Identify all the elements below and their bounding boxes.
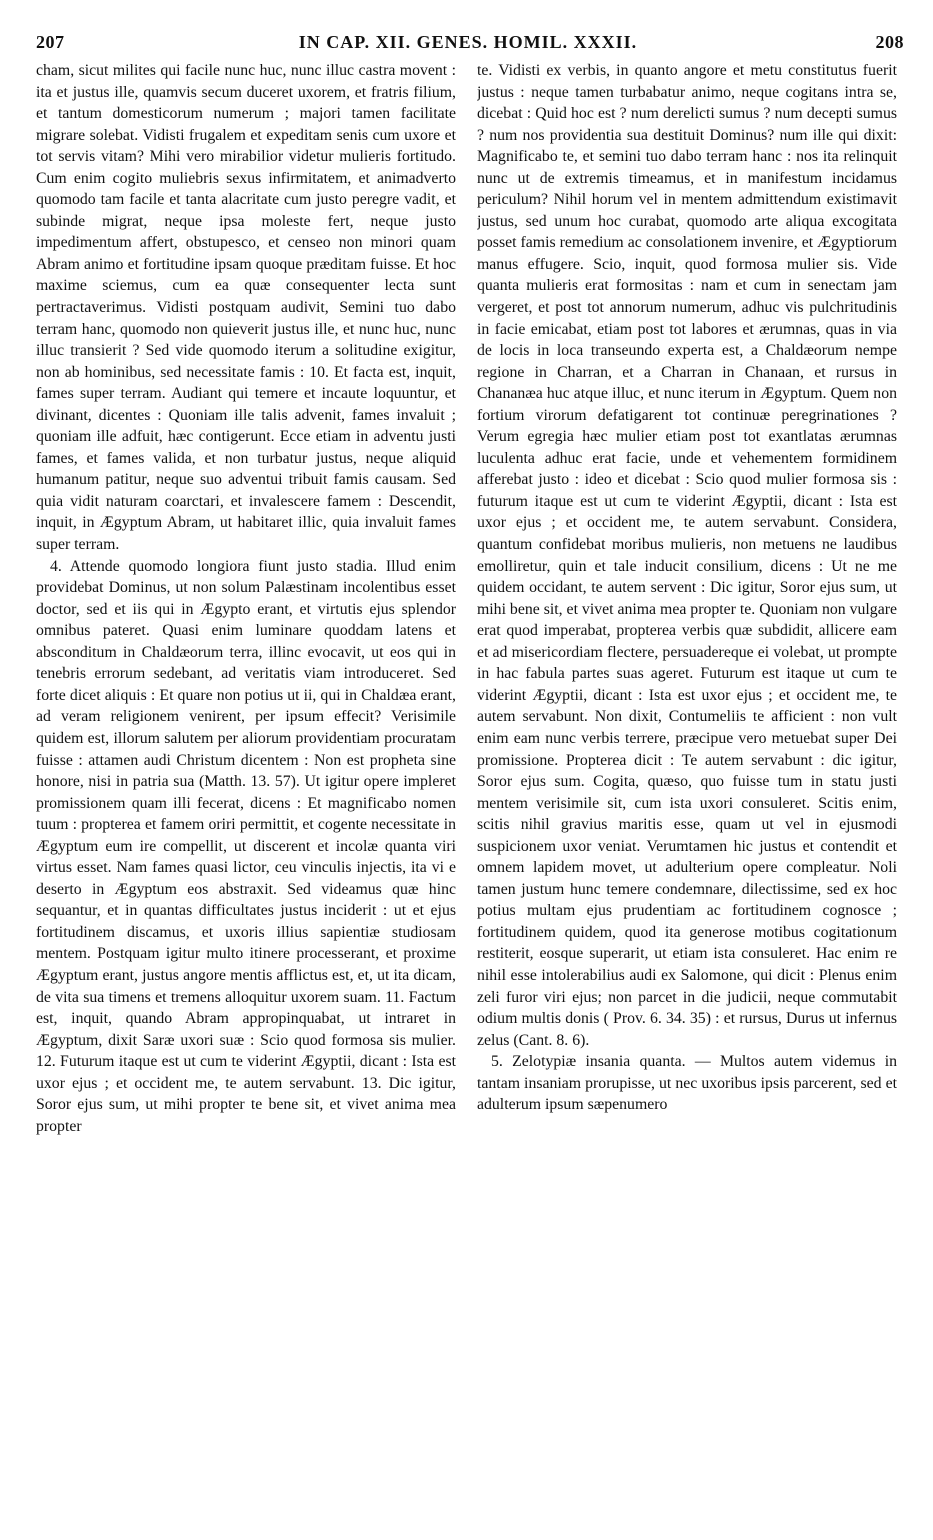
left-column [36,60,456,1525]
page-number-left: 207 [36,32,65,52]
running-header [28,30,908,56]
right-column [477,60,897,1525]
running-title: IN CAP. XII. GENES. HOMIL. XXXII. [298,32,638,52]
right-paragraph-2: 5. Zelotypiæ insania quanta. — Multos autem videmus in tantam insaniam prorupisse, ut nec uxoribus ipsis parcerent, sed et adulterum ipsum sæpenumero [477,1053,897,1114]
left-paragraph-2: 4. Attende quomodo longiora fiunt justo stadia. Illud enim providebat Dominus, ut non solum Palæstinam incolentibus esset doctor, sed et iis qui in Ægypto erant, et virtutis ejus splendor omnibus pateret. Quasi enim luminare quoddam latens et absconditum in Chaldæorum terra, illinc evocavit, ut eos qui in tenebris errorum sedebant, ad veritatis viam introduceret. Sed forte dicet aliquis : Et quare non potius ut ii, qui in Chaldæa erant, ad veram religionem venirent, per ipsum effecit? Verisimile quidem est, illorum salutem per aliorum providentiam procuratam fuisse : attamen audi Christum dicentem : Non est propheta sine honore, nisi in patria sua (Matth. 13. 57). Ut igitur opere impleret promissionem quam illi fecerat, dicens : Et magnificabo nomen tuum : propterea et famem oriri permittit, et cogente necessitate in Ægyptum eum ire compellit, ut discerent et incolæ quanta viri virtus esset. Nam fames quasi lictor, ceu vinculis injectis, ita vi e deserto in Ægyptum eos abstraxit. Sed videamus quæ hinc sequantur, et in quantas difficultates justus inciderit : ut et ejus fortitudinem discamus, et uxoris illius sapientiæ studiosam mentem. Postquam igitur multo itinere processerant, et proxime Ægyptum erant, justus angore mentis afflictus est, et, ut ita dicam, de vita sua timens et tremens alloquitur uxorem suam. 11. Factum est, inquit, quando Abram appropinquabat, ut intraret in Ægyptum, dixit Saræ uxori suæ : Scio quod formosa sis mulier. 12. Futurum itaque est ut cum te viderint Ægyptii, dicant : Ista est uxor ejus ; et occident me, te autem servabunt. 13. Dic igitur, Soror ejus sum, ut mihi propter te bene sit, et vivet anima mea propter [36,557,456,1135]
page-number-right: 208 [875,32,904,52]
left-paragraph-1: cham, sicut milites qui facile nunc huc, nunc illuc castra movent : ita et justus ille, quamvis secum duceret uxorem, et fratris filium, et tantum domesticorum numerum ; majori tamen facilitate migrare solebat. Vidisti frugalem et expeditam senis cum uxore et tot servis vitam? Mihi vero mirabilior videtur mulieris fortitudo. Cum enim cogito muliebris sexus infirmitatem, et animadverto quomodo tam facile et tanta alacritate cum justo peregre vadit, et subinde migrat, neque ipsa moleste fert, neque justo impedimentum affert, obstupesco, et censeo non minori quam Abram animo et fortitudine ipsam quoque præditam fuisse. Et hoc maxime sciemus, cum ea quæ consequenter lecta sunt pertractaverimus. Vidisti postquam audivit, Semini tuo dabo terram hanc, quomodo non quieverit justus ille, et nunc huc, nunc illuc transierit ? Sed vide quomodo iterum a solitudine exigitur, non ab hominibus, sed necessitate famis : 10. Et facta est, inquit, fames super terram. Audiant qui temere et incaute loquuntur, et divinant, dicentes : Quoniam ille talis advenit, fames invaluit ; quoniam ille adfuit, hæc contigerunt. Ecce etiam in adventu justi fames, et fames valida, et non turbatur justus, neque aliquid humanum patitur, neque suo adventui tribuit famis causam. Sed quia vidit naturam coarctari, et invalescere famem : Descendit, inquit, in Ægyptum Abram, ut habitaret illic, quia invaluit fames super terram. [36,62,456,554]
right-paragraph-1: te. Vidisti ex verbis, in quanto angore et metu constitutus fuerit justus : neque tamen turbabatur animo, neque cogitans intra se, dicebat : Quid hoc est ? num derelicti sumus ? num decepti sumus ? num nos providentia sua destituit Dominus? num ille qui dixit: Magnificabo te, et semini tuo dabo terram hanc : nos ita relinquit nunc ut de extremis timeamus, et in manifestum incidamus periculum? Nihil horum vel in mentem admittendum existimavit justus, sed unum hoc curabat, quomodo arte aliqua excogitata posset famis remedium ac consolationem invenire, et Ægyptiorum manus effugere. Scio, inquit, quod formosa mulier sis. Vide quanta mulieris erat formositas : nam et cum in senectam jam vergeret, et post tot annorum numerum, adhuc vis pulchritudinis in facie emicabat, etiam post tot labores et ærumnas, quas in via de locis in loca transeundo experta est, a Chaldæorum nempe regione in Charran, et a Charran in Chanaan, et rursus in Chananæa huc atque illuc, et nunc iterum in Ægyptum. Quem non fortium virorum defatigarent tot continuæ peregrinationes ? Verum egregia hæc mulier etiam post tot exantlatas ærumnas luculenta adhuc erat facie, unde et vehementem formidinem afferebat justo : ideo et dicebat : Scio quod mulier formosa sis : futurum itaque est ut cum te viderint Ægyptii, dicant : Ista est uxor ejus ; et occident me, te autem servabunt. Considera, quantum confidebat moribus mulieris, non metuens ne laudibus emolliretur, quin et tale inducit consilium, dicens : Ut ne me quidem occidant, te autem servent : Dic igitur, Soror ejus sum, ut mihi bene sit, et vivet anima mea propter te. Quoniam non vulgare erat quod imperabat, propterea verbis quæ subdidit, allicere eam et ad misericordiam flectere, persuadereque ei volebat, ut prompte in hac fabula partes suas ageret. Futurum est itaque ut cum te viderint Ægyptii, dicant : Ista est uxor ejus ; et occident me, te autem servabunt. Non dixit, Contumeliis te afficient : non vult enim eam nunc verbis terrere, præcipue vero metuebat super Dei promissione. Propterea dicit : Te autem servabunt : dic igitur, Soror ejus sum. Cogita, quæso, quo fuisse tum in statu justi mentem verisimile sit, cum ista uxori consuleret. Scitis enim, scitis nihil gravius maritis esse, quam ut vel in ejusmodi suspicionem uxor veniat. Verumtamen hic justus et contendit et omnem lapidem movet, ut adulterium opere compleatur. Noli tamen justum hunc temere condemnare, dilectissime, sed ex hoc potius multam ejus prudentiam ac fortitudinem cognosce ; fortitudinem quidem, quod ita generose motibus cogitationum restiterit, eosque superarit, ut etiam ista consuleret. Hac enim re nihil esse intolerabilius audi ex Salomone, qui dicit : Plenus enim zeli furor viri ejus; non parcet in die judicii, neque commutabit odium multis donis ( Prov. 6. 34. 35) : et rursus, Durus ut infernus zelus (Cant. 8. 6). [477,62,897,1049]
